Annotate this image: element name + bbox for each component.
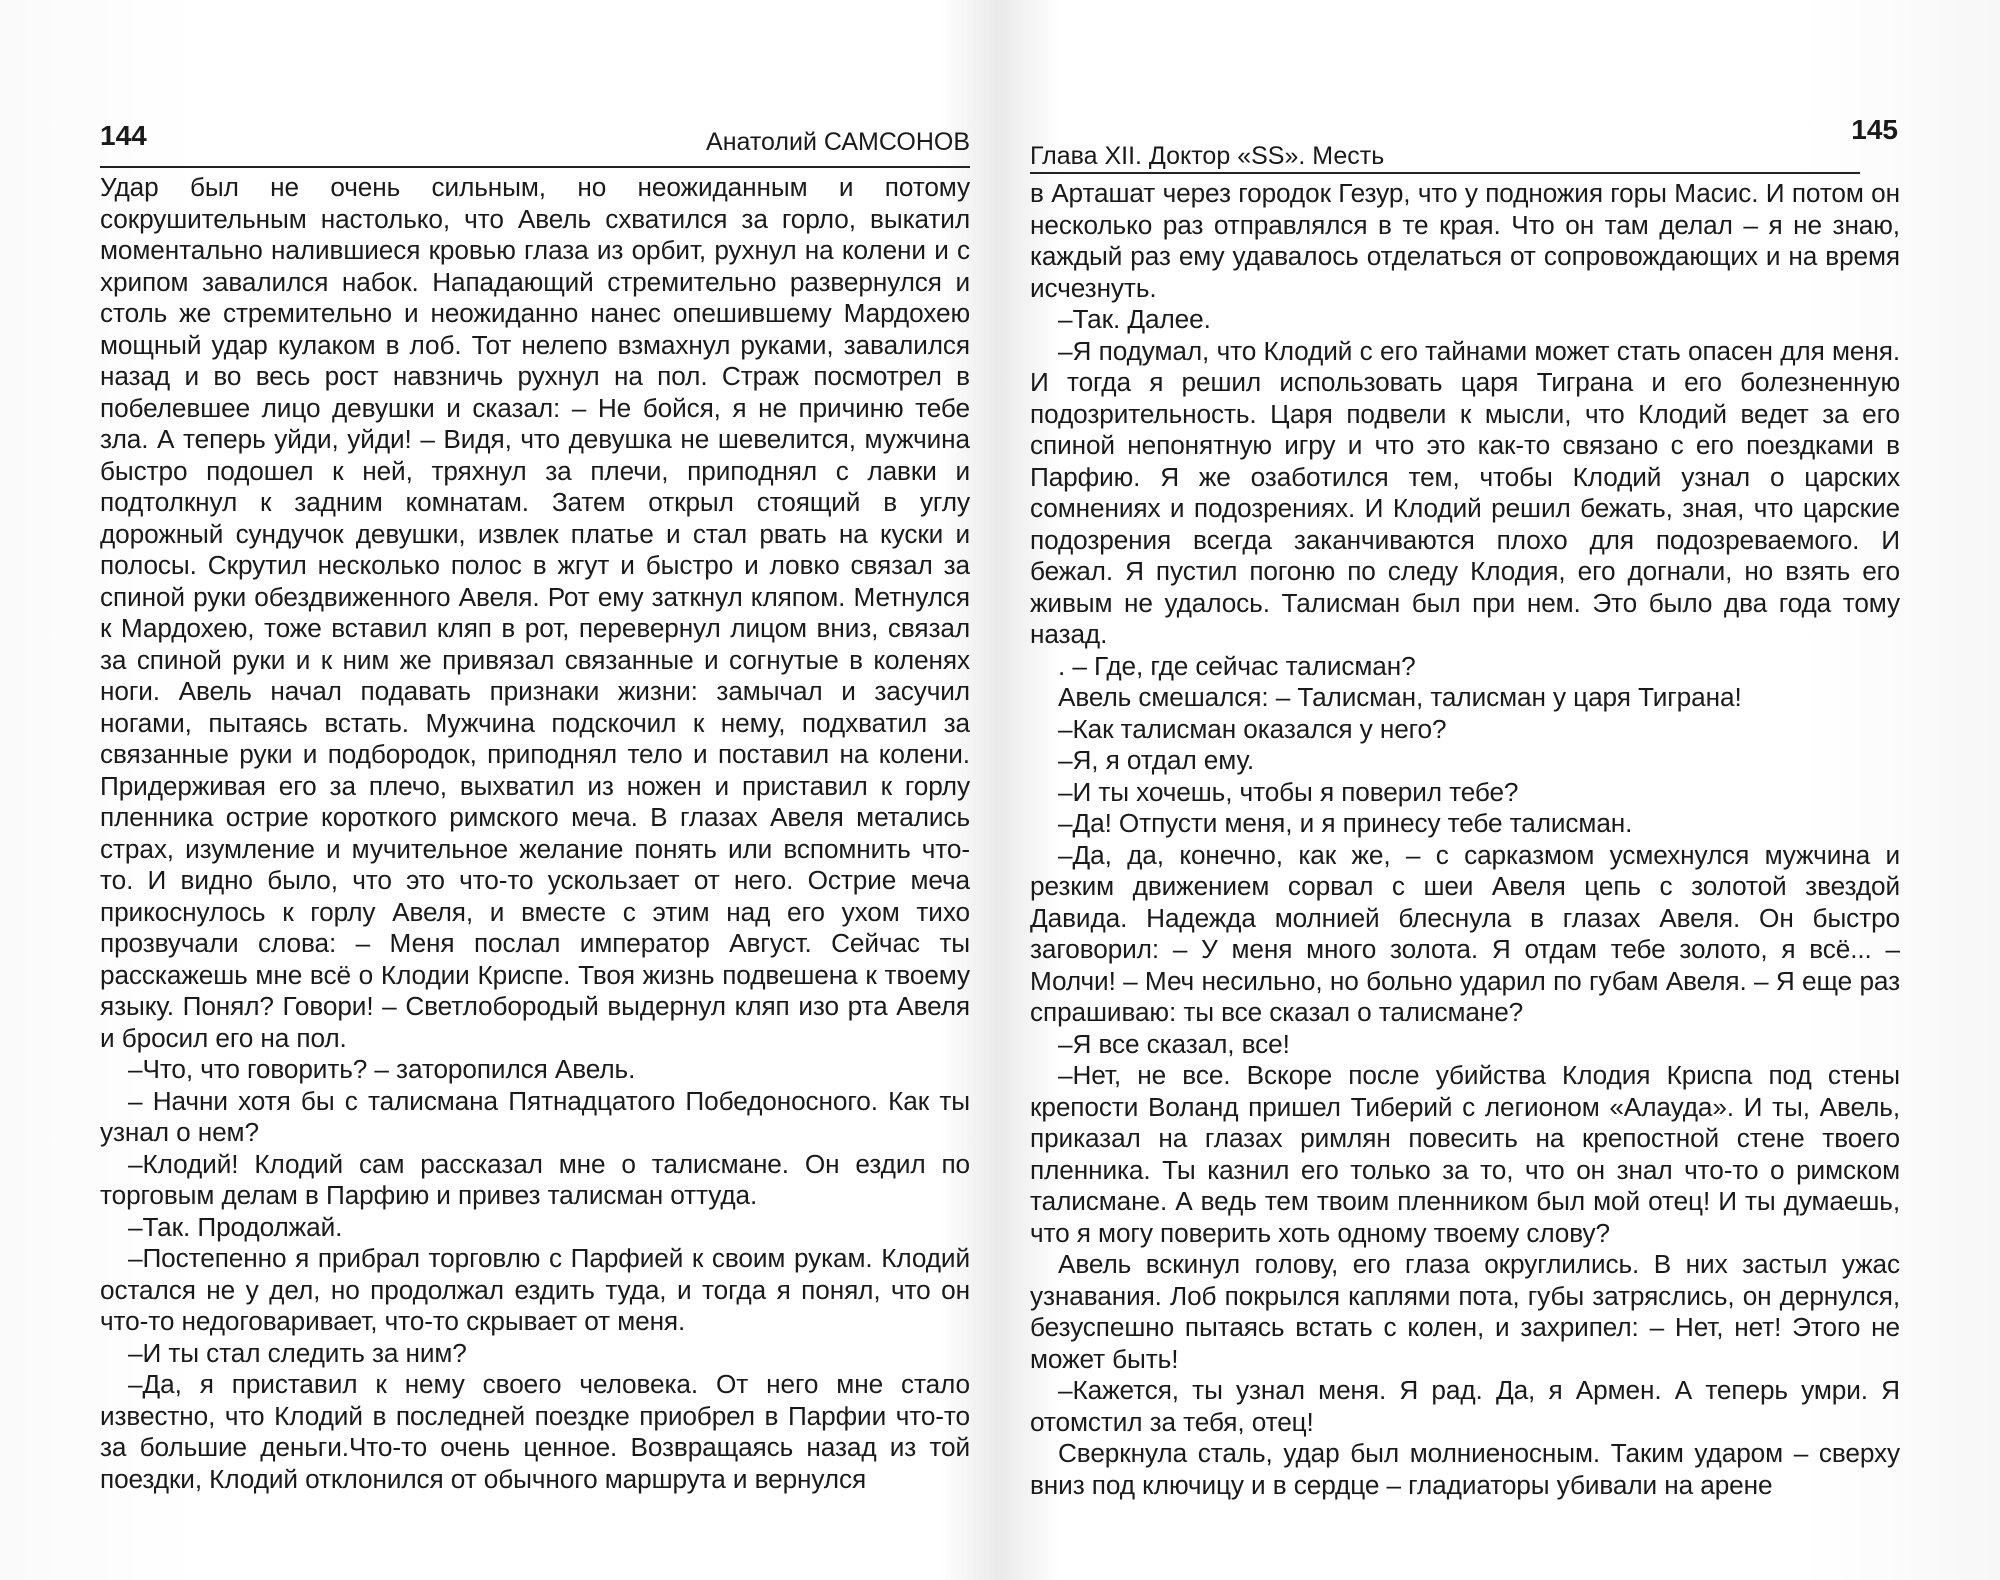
paragraph: –Да, я приставил к нему своего человека. От него мне стало известно, что Клодий в последней поездке приобрел в Парфии что-то за большие деньги.Что-то очень ценное. Возвращаясь назад из той поездки, Клодий отклонился от обычного маршрута и вернулся [100, 1369, 970, 1494]
left-body-text [100, 172, 970, 1502]
page-number: 144 [100, 120, 147, 151]
left-page [100, 120, 970, 1502]
left-running-head [100, 120, 970, 168]
paragraph: Сверкнула сталь, удар был молниеносным. Таким ударом – сверху вниз под ключицу и в сердце – гладиаторы убивали на арене [1030, 1438, 1900, 1500]
paragraph: –И ты стал следить за ним? [128, 1337, 467, 1368]
paragraph: – Начни хотя бы с талисмана Пятнадцатого Победоносного. Как ты узнал о нем? [100, 1085, 970, 1147]
right-page [1030, 114, 1900, 1508]
running-title-author: Анатолий САМСОНОВ [706, 128, 970, 156]
paragraph: –Да! Отпусти меня, и я принесу тебе талисман. [1058, 808, 1633, 838]
paragraph: –Так. Далее. [1058, 304, 1211, 334]
paragraph: –Я подумал, что Клодий с его тайнами может стать опасен для меня. И тогда я решил использовать царя Тиграна и его болезненную подозрительность. Царя подвели к мысли, что Клодий ведет за его спиной непонятную игру и что это как-то связано с его поездками в Парфию. Я же озаботился тем, чтобы Клодий узнал о царских сомнениях и подозрениях. И Клодий решил бежать, зная, что царские подозрения всегда заканчиваются плохо для подозреваемого. И бежал. Я пустил погоню по следу Клодия, его догнали, но взять его живым не удалось. Талисман был при нем. Это было два года тому назад. [1030, 335, 1900, 649]
paragraph: –Я, я отдал ему. [1058, 745, 1255, 775]
right-running-head [1030, 114, 1898, 174]
paragraph: в Арташат через городок Гезур, что у подножия горы Масис. И потом он несколько раз отправлялся в те края. Что он там делал – я не знаю, каждый раз ему удавалось отделаться от сопровождающих и на время исчезнуть. [1030, 178, 1900, 303]
paragraph: Авель смешался: – Талисман, талисман у царя Тиграна! [1058, 682, 1742, 712]
paragraph: –Клодий! Клодий сам рассказал мне о талисмане. Он ездил по торговым делам в Парфию и привез талисман оттуда. [100, 1148, 970, 1210]
paragraph: –Что, что говорить? – заторопился Авель. [128, 1054, 636, 1084]
right-body-text [1030, 178, 1900, 1508]
paragraph: Удар был не очень сильным, но неожиданным и потому сокрушительным настолько, что Авель схватился за горло, выкатил моментально налившиеся кровью глаза из орбит, рухнул на колени и с хрипом завалился набок. Нападающий стремительно развернулся и столь же стремительно и неожиданно нанес опешившему Мардохею мощный удар кулаком в лоб. Тот нелепо взмахнул руками, завалился назад и во весь рост навзничь рухнул на пол. Страж посмотрел в побелевшее лицо девушки и сказал: – Не бойся, я не причиню тебе зла. А теперь уйди, уйди! – Видя, что девушка не шевелится, мужчина быстро подошел к ней, тряхнул за плечи, приподнял с лавки и подтолкнул к задним комнатам. Затем открыл стоящий в углу дорожный сундучок девушки, извлек платье и стал рвать на куски и полосы. Скрутил несколько полос в жгут и быстро и ловко связал за спиной руки обездвиженного Авеля. Рот ему заткнул кляпом. Метнулся к Мардохею, тоже вставил кляп в рот, перевернул лицом вниз, связал за спиной руки и к ним же привязал связанные и согнутые в коленях ноги. Авель начал подавать признаки жизни: замычал и засучил ногами, пытаясь встать. Мужчина подскочил к нему, подхватил за связанные руки и подбородок, приподнял тело и поставил на колени. Придерживая его за плечо, выхватил из ножен и приставил к горлу пленника острие короткого римского меча. В глазах Авеля метались страх, изумление и мучительное желание понять или вспомнить что-то. И видно было, что это что-то ускользает от него. Острие меча прикоснулось к горлу Авеля, и вместе с этим над его ухом тихо прозвучали слова: – Меня послал император Август. Сейчас ты расскажешь мне всё о Клодии Криспе. Твоя жизнь подвешена к твоему языку. Понял? Говори! – Светлобородый выдернул кляп изо рта Авеля и бросил его на пол. [100, 172, 970, 1053]
paragraph: –Нет, не все. Вскоре после убийства Клодия Криспа под стены крепости Воланд пришел Тиберий с легионом «Алауда». И ты, Авель, приказал на глазах римлян повесить на крепостной стене твоего пленника. Ты казнил его только за то, что он знал что-то о римском талисмане. А ведь тем твоим пленником был мой отец! И ты думаешь, что я могу поверить хоть одному твоему слову? [1030, 1060, 1900, 1248]
running-title-chapter: Глава XII. Доктор «SS». Месть [1030, 142, 1385, 170]
paragraph: –И ты хочешь, чтобы я поверил тебе? [1058, 776, 1519, 807]
paragraph: –Я все сказал, все! [1058, 1028, 1290, 1059]
paragraph: –Кажется, ты узнал меня. Я рад. Да, я Армен. А теперь умри. Я отомстил за тебя, отец! [1030, 1375, 1900, 1437]
paragraph: –Да, да, конечно, как же, – с сарказмом усмехнулся мужчина и резким движением сорвал с шеи Авеля цепь с золотой звездой Давида. Надежда молнией блеснула в глазах Авеля. Он быстро заговорил: – У меня много золота. Я отдам тебе золото, я всё... – Молчи! – Меч несильно, но больно ударил по губам Авеля. – Я еще раз спрашиваю: ты все сказал о талисмане? [1030, 839, 1900, 1027]
paragraph: –Как талисман оказался у него? [1058, 713, 1447, 744]
paragraph: –Постепенно я прибрал торговлю с Парфией к своим рукам. Клодий остался не у дел, но продолжал ездить туда, и тогда я понял, что он что-то недоговаривает, что-то скрывает от меня. [100, 1243, 970, 1336]
paragraph: Авель вскинул голову, его глаза округлились. В них застыл ужас узнавания. Лоб покрылся каплями пота, губы затряслись, он дернулся, безуспешно пытаясь встать с колен, и захрипел: – Нет, нет! Этого не может быть! [1030, 1249, 1900, 1374]
paragraph: . – Где, где сейчас талисман? [1058, 650, 1416, 681]
paragraph: –Так. Продолжай. [128, 1211, 343, 1242]
page-number: 145 [1851, 114, 1898, 145]
